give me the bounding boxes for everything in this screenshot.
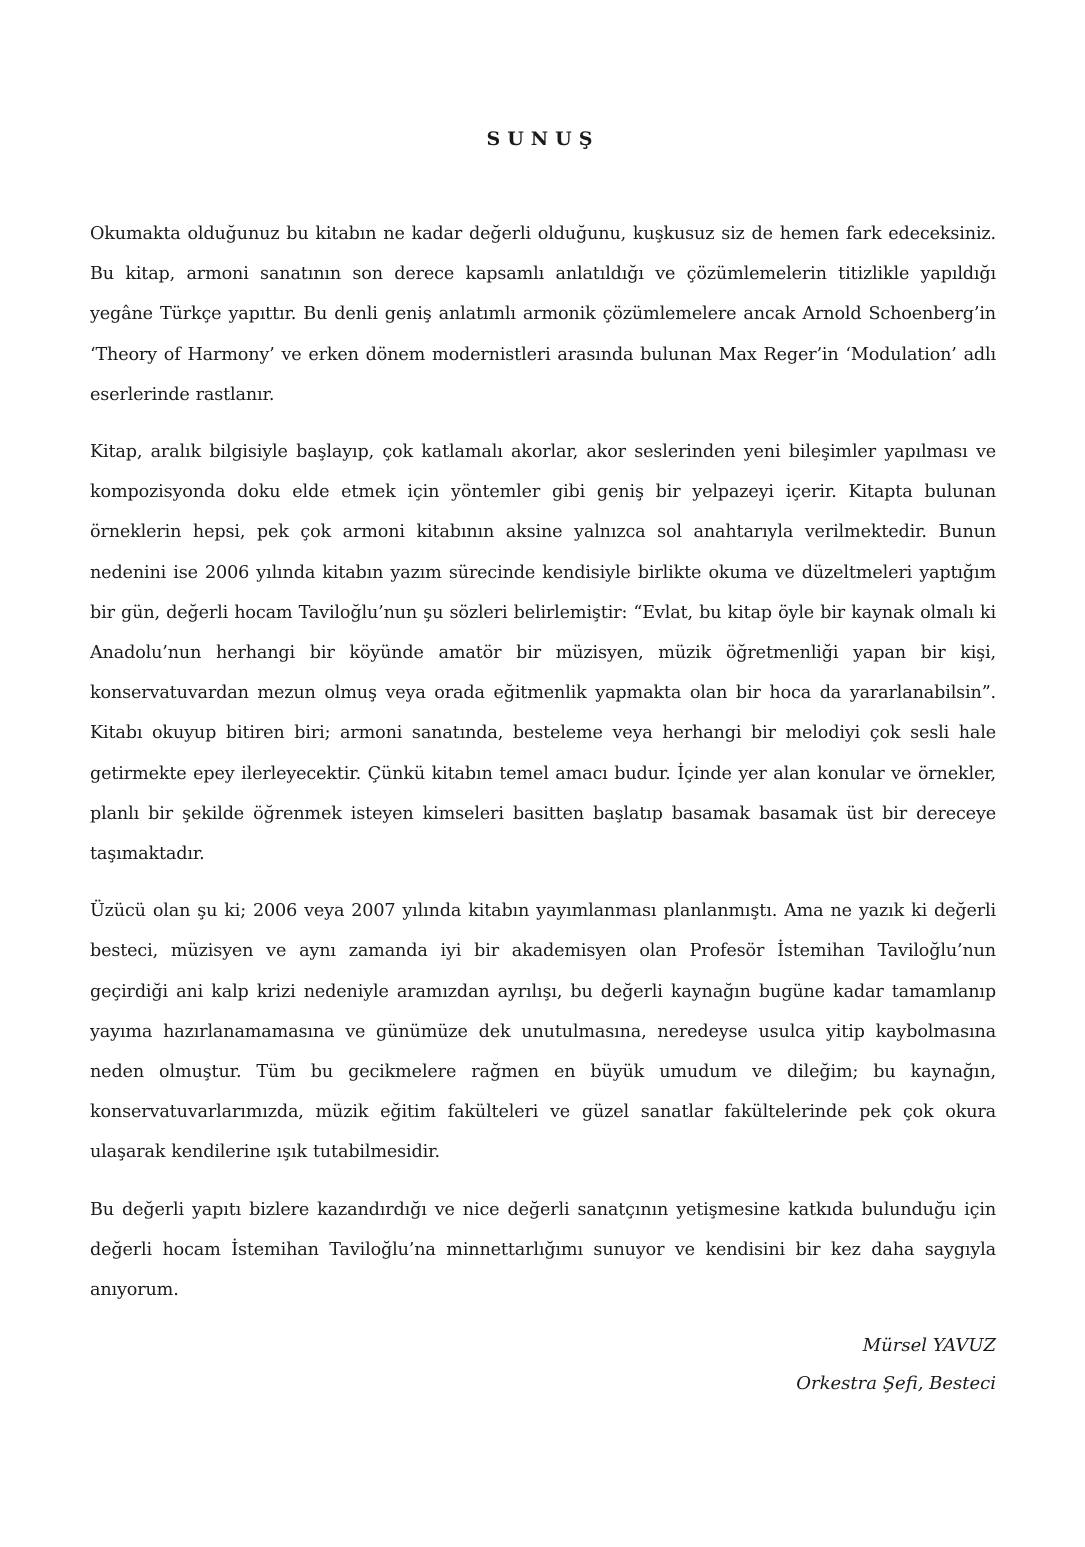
page-title: SUNUŞ xyxy=(486,128,600,150)
signature-name: Mürsel YAVUZ xyxy=(862,1335,996,1356)
document-body xyxy=(90,214,996,1327)
signature-role: Orkestra Şefi, Besteci xyxy=(796,1373,996,1394)
paragraph-4: Bu değerli yapıtı bizlere kazandırdığı ve nice değerli sanatçının yetişmesine katkıda bulunduğu için değerli hocam İstemihan Taviloğlu’na minnettarlığımı sunuyor ve kendisini bir kez daha saygıyla anıyorum. xyxy=(90,1199,996,1301)
paragraph-3: Üzücü olan şu ki; 2006 veya 2007 yılında kitabın yayımlanması planlanmıştı. Ama ne yazık ki değerli besteci, müzisyen ve aynı zamanda iyi bir akademisyen olan Profesör İstemihan Taviloğlu’nun geçirdiği ani kalp krizi nedeniyle aramızdan ayrılışı, bu değerli kaynağın bugüne kadar tamamlanıp yayıma hazırlanamamasına ve günümüze dek unutulmasına, neredeyse usulca yitip kaybolmasına neden olmuştur. Tüm bu gecikmelere rağmen en büyük umudum ve dileğim; bu kaynağın, konservatuvarlarımızda, müzik eğitim fakülteleri ve güzel sanatlar fakültelerinde pek çok okura ulaşarak kendilerine ışık tutabilmesidir. xyxy=(90,901,996,1163)
paragraph-2: Kitap, aralık bilgisiyle başlayıp, çok katlamalı akorlar, akor seslerinden yeni bileşimler yapılması ve kompozisyonda doku elde etmek için yöntemler gibi geniş bir yelpazeyi içerir. Kitapta bulunan örneklerin hepsi, pek çok armoni kitabının aksine yalnızca sol anahtarıyla verilmektedir. Bunun nedenini ise 2006 yılında kitabın yazım sürecinde kendisiyle birlikte okuma ve düzeltmeleri yaptığım bir gün, değerli hocam Taviloğlu’nun şu sözleri belirlemiştir: “Evlat, bu kitap öyle bir kaynak olmalı ki Anadolu’nun herhangi bir köyünde amatör bir müzisyen, müzik öğretmenliği yapan bir kişi, konservatuvardan mezun olmuş veya orada eğitmenlik yapmakta olan bir hoca da yararlanabilsin”. Kitabı okuyup bitiren biri; armoni sanatında, besteleme veya herhangi bir melodiyi çok sesli hale getirmekte epey ilerleyecektir. Çünkü kitabın temel amacı budur. İçinde yer alan konular ve örnekler, planlı bir şekilde öğrenmek isteyen kimseleri basitten başlatıp basamak basamak üst bir dereceye taşımaktadır. xyxy=(90,442,996,865)
signature-block xyxy=(90,1327,996,1403)
paragraph-1: Okumakta olduğunuz bu kitabın ne kadar değerli olduğunu, kuşkusuz siz de hemen fark edeceksiniz. Bu kitap, armoni sanatının son derece kapsamlı anlatıldığı ve çözümlemelerin titizlikle yapıldığı yegâne Türkçe yapıttır. Bu denli geniş anlatımlı armonik çözümlemelere ancak Arnold Schoenberg’in ‘Theory of Harmony’ ve erken dönem modernistleri arasında bulunan Max Reger’in ‘Modulation’ adlı eserlerinde rastlanır. xyxy=(90,224,996,405)
